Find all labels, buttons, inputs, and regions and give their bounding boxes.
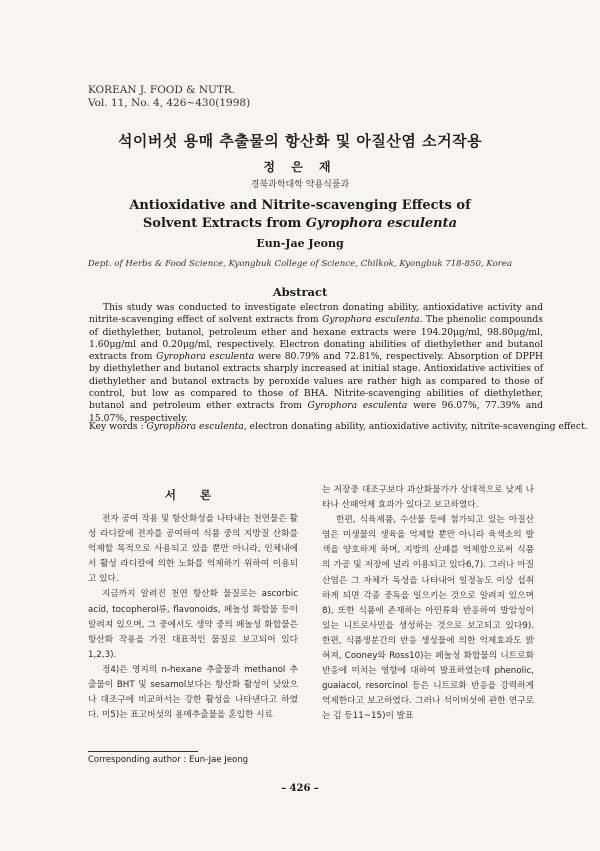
korean-author: 정 은 재 (263, 160, 337, 174)
body-paragraph: 정4)은 영지의 n-hexane 추출물과 methanol 추출물이 BHT 및 sesamol보다는 항산화 활성이 낮았으나 대조구에 비교하서는 강한 활성을 나타낸다고 하였다. 미5)는 표고버섯의 용매추출물을 혼입한 시료 (88, 664, 298, 721)
abstract-species-1: Gyrophora esculenta (321, 314, 420, 326)
english-title-line2 (0, 215, 600, 233)
body-paragraph-continued: 는 저장중 대조구보다 과산화물가가 상대적으로 낮게 나타나 산패억제 효과가 있다고 보고하였다. (322, 485, 534, 511)
journal-volume: Vol. 11, No. 4, 426~430(1998) (88, 97, 251, 109)
abstract-text-2: . The phenolic compounds of diethylether, butanol, petroleum ether and hexane extracts were 194.20μg/ml, 98.80μg/ml, 1.60μg/ml and 0.20μg/ml, respectively. Electron donating abilities of diethylether and butanol extracts from (89, 314, 544, 363)
english-title-line1: Antioxidative and Nitrite-scavenging Effects of (129, 198, 471, 213)
abstract-species-3: Gyrophora esculenta (307, 400, 408, 412)
journal-citation (88, 84, 250, 110)
body-paragraph: 지금까지 알려진 천연 항산화 물질로는 ascorbic acid, tocopherol류, flavonoids, 페놀성 화합물 등이 알려져 있으며, 그 중에서도 생약 중의 페놀성 화합물은 항산화 작용을 가진 대표적인 물질로 보고되어 있다1,2,3). (88, 589, 298, 660)
body-paragraph: 한편, 식육제품, 수산물 등에 첨가되고 있는 아질산염은 미생물의 생육을 억제할 뿐만 아니라 육색소의 발색을 양호하게 하며, 지방의 산패를 억제함으로써 식품의 가공 및 저장에 널리 이용되고 있다6,7). 그러나 아질산염은 그 자체가 독성을 나타내어 일정농도 이상 섭취하게 되면 각종 중독을 일으키는 것으로 알려져 있으며8), 또한 식품에 존재하는 아민류와 반응하여 발암성이 있는 니트로사민을 생성하는 것으로 보고되고 있다9). 한편, 식품생분간의 반응 생성물에 의한 억제효과도 밝혀져, Cooney와 Ross10)는 페놀성 화합물의 니트로화 반응에 미치는 영향에 대하여 발표하였는데 phenolic, guaiacol, resorcinol 등은 니트로화 반응을 강력하게 억제한다고 보고하였다. 그러나 석이버섯에 관한 연구로는 김 등11~15)이 발표 (322, 515, 534, 722)
abstract-species-2: Gyrophora esculenta (156, 351, 255, 363)
key-words-species: Gyrophora esculenta (146, 421, 244, 432)
page-number: – 426 – (281, 783, 319, 794)
english-title-prefix: Solvent Extracts from (142, 216, 306, 231)
journal-name: KOREAN J. FOOD & NUTR. (88, 84, 236, 96)
key-words (89, 421, 593, 433)
body-right-column (322, 483, 534, 725)
key-words-list: , electron donating ability, antioxidative activity, nitrite-scavenging effect. (243, 421, 588, 432)
korean-affiliation: 경북과학대학 약용식품과 (250, 180, 350, 190)
body-left-column (88, 512, 298, 723)
section-heading-introduction: 서 론 (164, 488, 222, 502)
abstract-text-1: This study was conducted to investigate electron donating ability, antioxidative activity and nitrite-scavenging effect of solvent extracts from (89, 302, 543, 326)
english-author: Eun-Jae Jeong (256, 237, 344, 250)
footnote-divider (88, 751, 198, 752)
english-title-species: Gyrophora esculenta (305, 216, 458, 231)
key-words-label: Key words : (89, 421, 147, 432)
abstract-heading: Abstract (272, 285, 328, 299)
abstract-text-3: were 80.79% and 72.81%, respectively. Absorption of DPPH by diethylether and butanol extracts sharply increased at initial stage. Antioxidative activities of diethylether and butanol extracts by peroxide values are rather high as compared to those of control, but low as compared to those of BHA. Nitrite-scavenging abilities of diethylether, butanol and petroleum ether extracts from (89, 351, 544, 412)
corresponding-author: Corresponding author : Eun-Jae Jeong (88, 755, 249, 765)
korean-title: 석이버섯 용매 추출물의 항산화 및 아질산염 소거작용 (117, 132, 483, 150)
body-paragraph: 전자 공여 작용 및 항산화성을 나타내는 천연물은 활성 라디칼에 전자를 공여하여 식품 중의 지방질 산화를 억제할 목적으로 사용되고 있을 뿐만 아니라, 인체내에서 활성 라디칼에 의한 노화를 억제하기 위하여 이용되고 있다. (88, 514, 298, 585)
english-affiliation: Dept. of Herbs & Food Science, Kyongbuk College of Science, Chilkok, Kyongbuk 718-850, Korea (87, 259, 513, 269)
abstract-text-4: were 96.07%, 77.39% and 15.07%, respectively. (89, 400, 543, 424)
english-title (0, 197, 600, 233)
abstract-body (89, 302, 543, 425)
